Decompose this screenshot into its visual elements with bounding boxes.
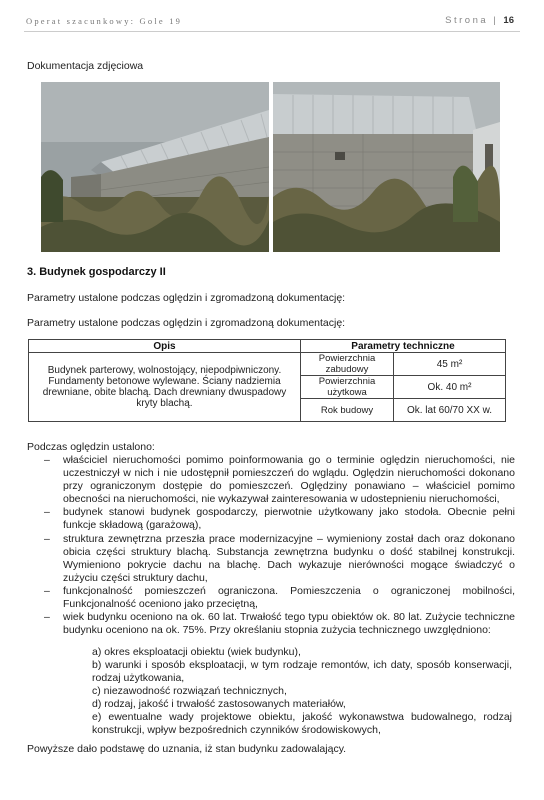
parameter-label: Powierzchnia zabudowy bbox=[301, 353, 394, 376]
table-header-row bbox=[29, 340, 506, 353]
page-indicator bbox=[445, 15, 514, 26]
building-photo-right bbox=[273, 82, 500, 252]
list-item bbox=[27, 506, 515, 532]
section-heading: 3. Budynek gospodarczy II bbox=[27, 266, 166, 278]
parameters-intro-line: Parametry ustalone podczas oględzin i zgromadzoną dokumentację: bbox=[27, 317, 346, 329]
list-item bbox=[27, 611, 515, 637]
building-description-cell: Budynek parterowy, wolnostojący, niepodpiwniczony. Fundamenty betonowe wylewane. Ściany nadziemia drewniane, obite blachą. Dach drewniany dwuspadowy kryty blachą. bbox=[29, 353, 301, 422]
findings-list bbox=[27, 454, 515, 637]
list-bullet: – bbox=[44, 454, 50, 466]
parameter-label: Powierzchnia użytkowa bbox=[301, 376, 394, 399]
list-item: a) okres eksploatacji obiektu (wiek budynku), bbox=[92, 646, 301, 658]
list-item bbox=[27, 533, 515, 585]
list-item-text: funkcjonalność pomieszczeń ograniczona. Pomieszczenia o ograniczonej mobilności, Funkcjonalność oceniono jako przeciętną, bbox=[63, 584, 515, 611]
column-header-technical-parameters: Parametry techniczne bbox=[301, 340, 506, 353]
table-row bbox=[29, 353, 506, 376]
parameter-label: Rok budowy bbox=[301, 399, 394, 422]
running-header-title: Operat szacunkowy: Gole 19 bbox=[26, 16, 183, 26]
list-item bbox=[27, 454, 515, 506]
list-item-text: właściciel nieruchomości pomimo poinformowania go o terminie oględzin nieruchomości, nie uczestniczył w nich i nie udostępnił pomieszczeń do wglądu. Oględzin nieruchomości dokonano przy ograniczonym dostępie do pomieszczeń. Oględziny ponawiano – właściciel pomimo obecności na nieruchomości, nie wykazywał zainteresowania w udostepnieniu nieruchomości, bbox=[63, 454, 515, 506]
list-item: e) ewentualne wady projektowe obiektu, jakość wykonawstwa budowalnego, rodzaj konstrukcji, wpływ bezpośrednich czynników środowiskowych, bbox=[92, 711, 512, 736]
list-item-text: struktura zewnętrzna przeszła prace modernizacyjne – wymieniony został dach oraz dokonano obicia części struktury blachą. Substancja zewnętrzna budynku o dość stabilnej konstrukcji. Wymieniono pokrycie dachu na blachę. Dach wykazuje nierówności mogące świadczyć o zużyciu części struktury dachu, bbox=[63, 532, 515, 584]
photo-section-title: Dokumentacja zdjęciowa bbox=[27, 60, 144, 72]
list-item-text: budynek stanowi budynek gospodarczy, pierwotnie użytkowany jako stodoła. Obecnie pełni funkcje składową (garażową), bbox=[63, 506, 515, 532]
list-item: c) niezawodność rozwiązań technicznych, bbox=[92, 685, 287, 697]
parameter-value: Ok. lat 60/70 XX w. bbox=[394, 399, 506, 422]
wear-factors-list bbox=[92, 646, 512, 737]
parameter-value: 45 m² bbox=[394, 353, 506, 376]
list-item bbox=[27, 585, 515, 611]
page-separator: | bbox=[488, 15, 504, 26]
list-bullet: – bbox=[44, 506, 50, 519]
page-label: Strona bbox=[445, 15, 489, 26]
building-photo-right-image bbox=[273, 82, 500, 252]
parameters-intro-line: Parametry ustalone podczas oględzin i zgromadzoną dokumentację: bbox=[27, 292, 346, 304]
list-item: b) warunki i sposób eksploatacji, w tym rodzaje remontów, ich daty, sposób konserwacji, rodzaj użytkowania, bbox=[92, 659, 512, 684]
technical-parameters-table bbox=[28, 339, 506, 422]
findings-title: Podczas oględzin ustalono: bbox=[27, 441, 155, 453]
page-number: 16 bbox=[503, 15, 514, 26]
list-bullet: – bbox=[44, 584, 50, 597]
conclusion-text: Powyższe dało podstawę do uznania, iż stan budynku zadowalający. bbox=[27, 743, 347, 755]
list-bullet: – bbox=[44, 532, 50, 545]
list-bullet: – bbox=[44, 611, 50, 624]
building-photo-left-image bbox=[41, 82, 269, 252]
column-header-description: Opis bbox=[29, 340, 301, 353]
list-item-text: wiek budynku oceniono na ok. 60 lat. Trwałość tego typu obiektów ok. 80 lat. Zużycie techniczne budynku oceniono na ok. 75%. Przy określaniu stopnia zużycia technicznego uwzględniono: bbox=[63, 611, 515, 637]
parameter-value: Ok. 40 m² bbox=[394, 376, 506, 399]
list-item: d) rodzaj, jakość i trwałość zastosowanych materiałów, bbox=[92, 698, 346, 710]
header-rule bbox=[24, 31, 520, 32]
building-photo-left bbox=[41, 82, 269, 252]
